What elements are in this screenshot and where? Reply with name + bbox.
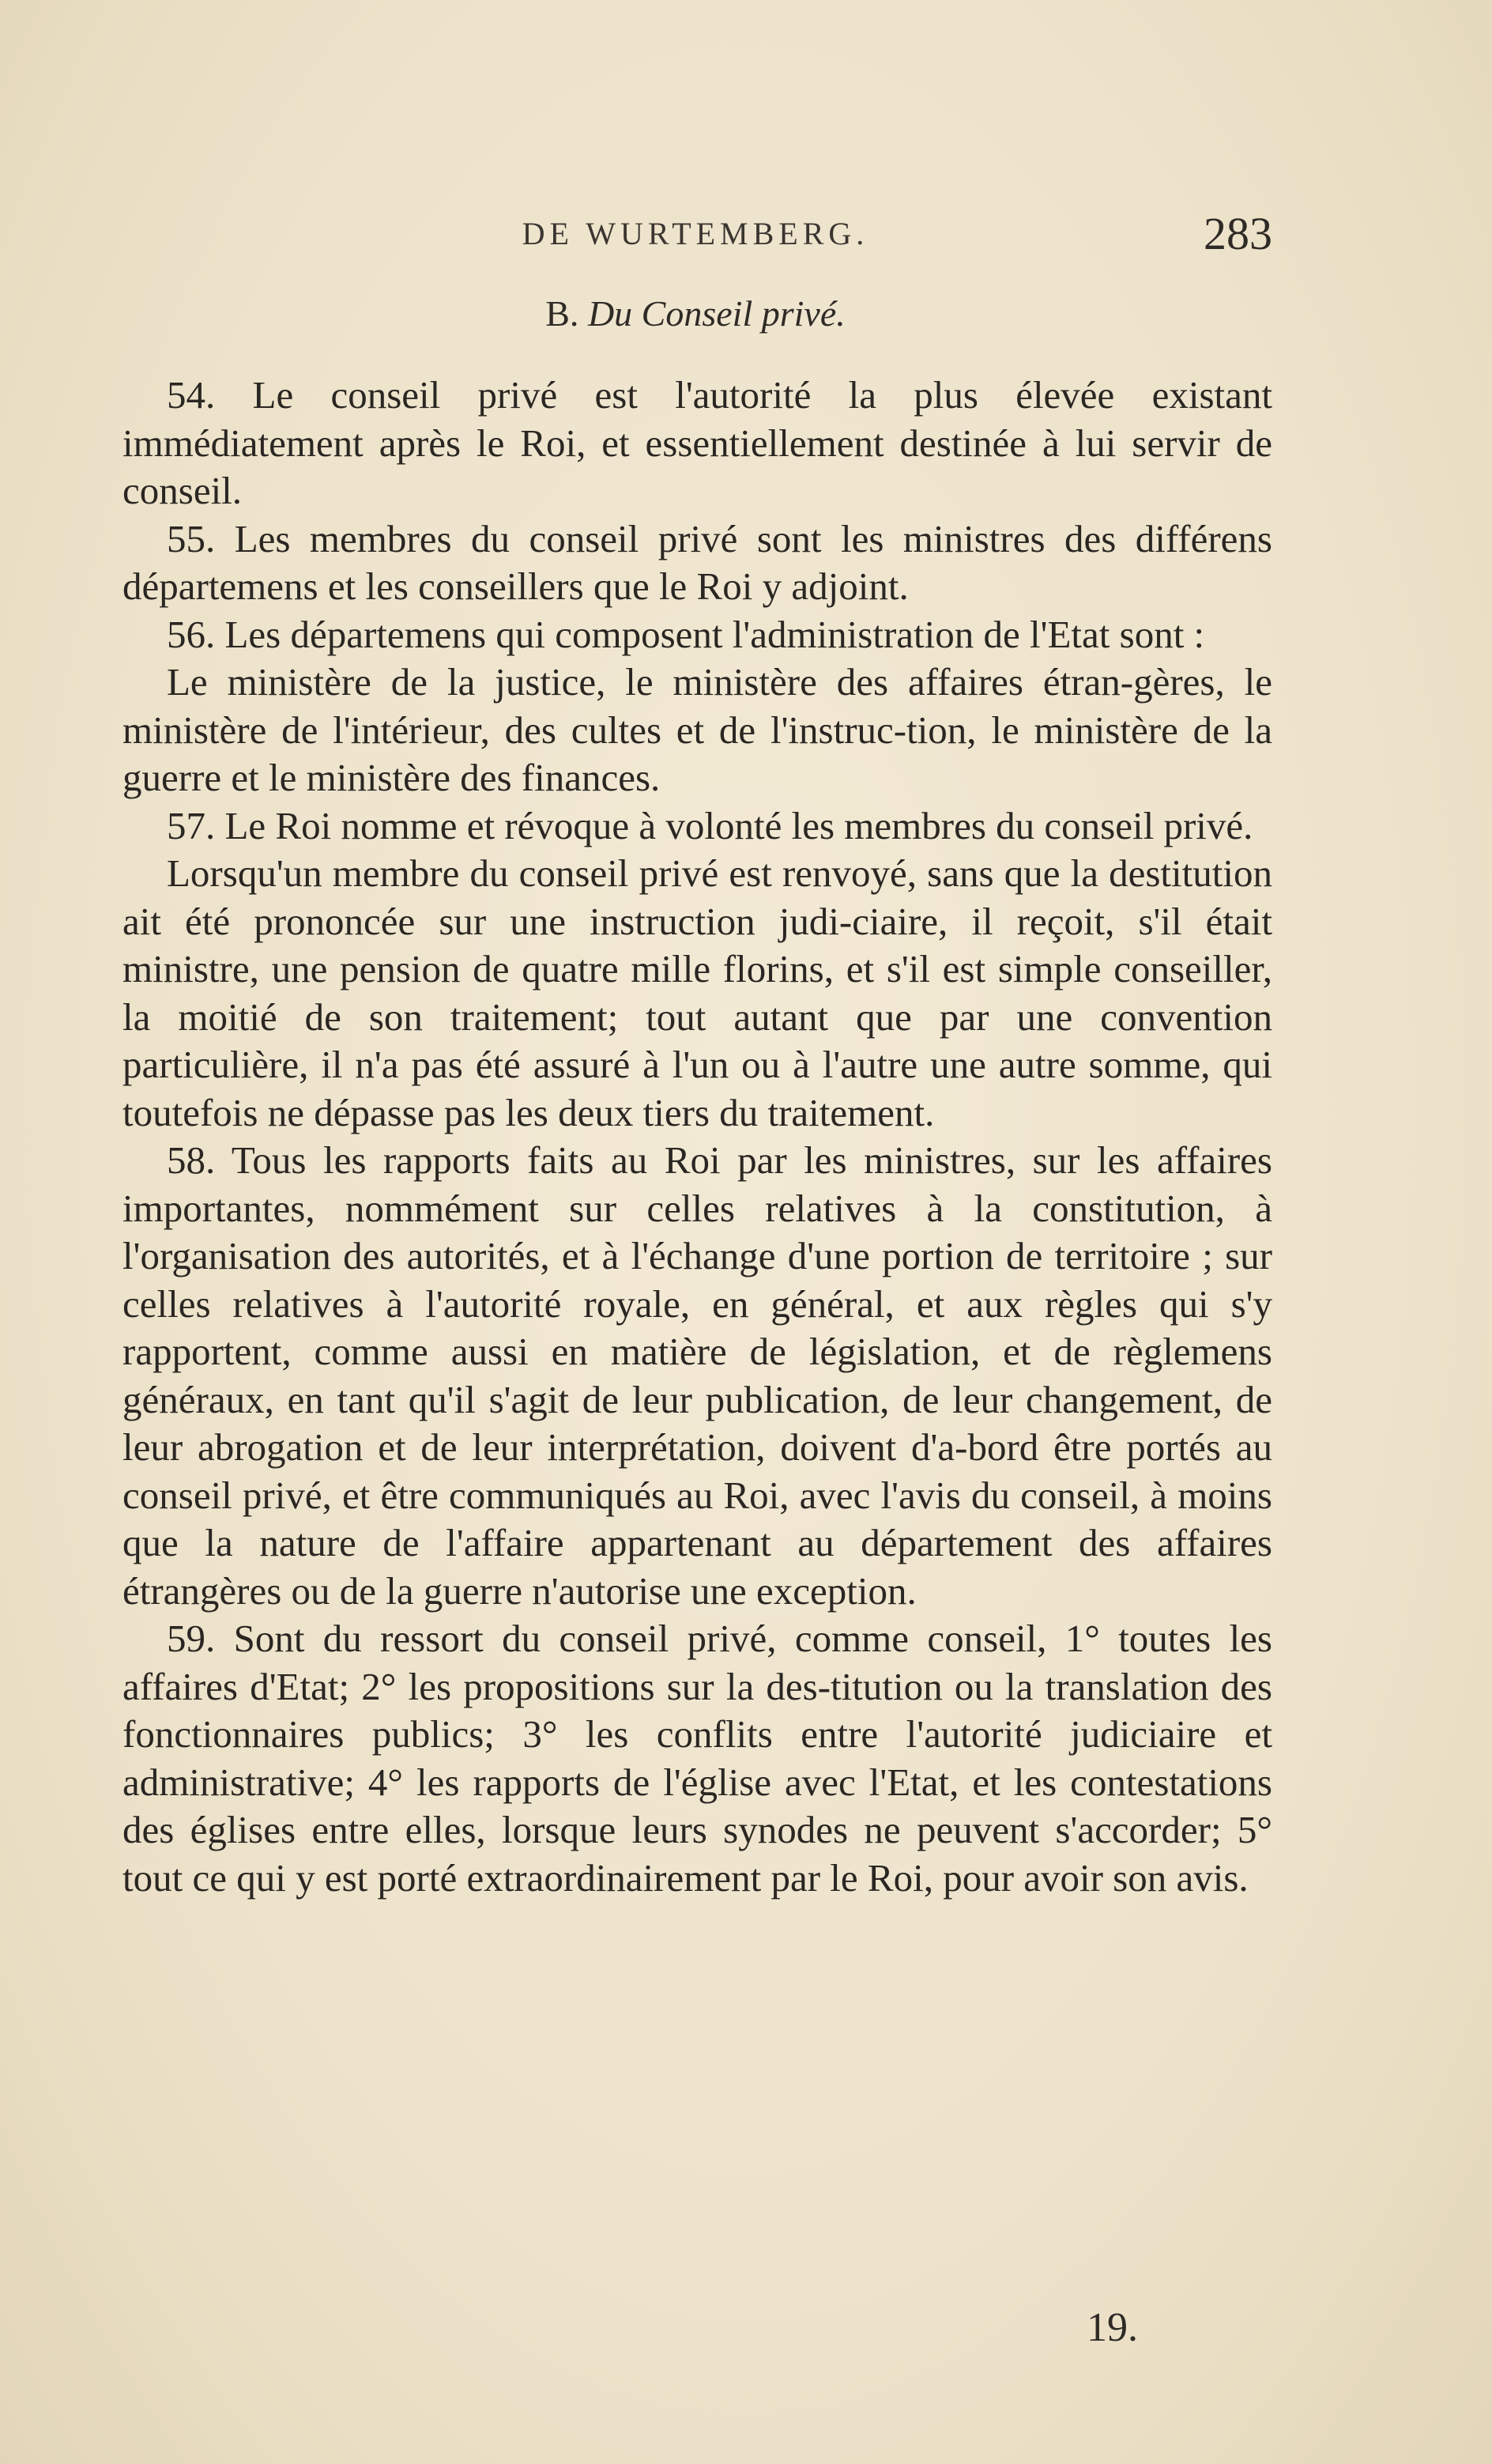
article-59: 59. Sont du ressort du conseil privé, comme conseil, 1° toutes les affaires d'Etat; 2° les propositions sur la des-titution ou la translation des fonctionnaires publics; 3° les conflits entre l'autorité judiciaire et administrative; 4° les rapports de l'église avec l'Etat, et les contestations des églises entre elles, lorsque leurs synodes ne peuvent s'accorder; 5° tout ce qui y est porté extraordinairement par le Roi, pour avoir son avis. (122, 1617, 1272, 1900)
section-heading: Du Conseil privé. (587, 293, 846, 334)
signature-mark: 19. (1087, 2305, 1138, 2350)
article-57: 57. Le Roi nomme et révoque à volonté les membres du conseil privé. (167, 803, 1253, 847)
page-number: 283 (1204, 208, 1272, 259)
article-56: 56. Les départemens qui composent l'administration de l'Etat sont : (167, 612, 1205, 656)
article-58: 58. Tous les rapports faits au Roi par les ministres, sur les affaires importantes, nommément sur celles relatives à la constitution, à l'organisation des autorités, et à l'échange d'une portion de territoire ; sur celles relatives à l'autorité royale, en général, et aux règles qui s'y rapportent, comme aussi en matière de législation, et de règlemens généraux, en tant qu'il s'agit de leur publication, de leur changement, de leur abrogation et de leur interprétation, doivent d'a-bord être portés au conseil privé, et être communiqués au Roi, avec l'avis du conseil, à moins que la nature de l'affaire appartenant au département des affaires étrangères ou de la guerre n'autorise une exception. (122, 1138, 1272, 1613)
running-head: DE WURTEMBERG. (522, 216, 869, 251)
page-header (119, 207, 1272, 262)
article-54: 54. Le conseil privé est l'autorité la plus élevée existant immédiatement après le Roi, et essentiellement destinée à lui servir de conseil. (122, 373, 1272, 512)
article-57-detail: Lorsqu'un membre du conseil privé est renvoyé, sans que la destitution ait été prononcée sur une instruction judi-ciaire, il reçoit, s'il était ministre, une pension de quatre mille florins, et s'il est simple conseiller, la moitié de son traitement; tout autant que par une convention particulière, il n'a pas été assuré à l'un ou à l'autre une autre somme, qui toutefois ne dépasse pas les deux tiers du traitement. (122, 851, 1272, 1134)
section-title (119, 292, 1272, 334)
body-text (122, 372, 1272, 1902)
section-prefix: B. (545, 293, 579, 334)
article-56-list: Le ministère de la justice, le ministère des affaires étran-gères, le ministère de l'intérieur, des cultes et de l'instruc-tion, le ministère de la guerre et le ministère des finances. (122, 660, 1272, 799)
article-55: 55. Les membres du conseil privé sont les ministres des différens départemens et les conseillers que le Roi y adjoint. (122, 516, 1272, 608)
